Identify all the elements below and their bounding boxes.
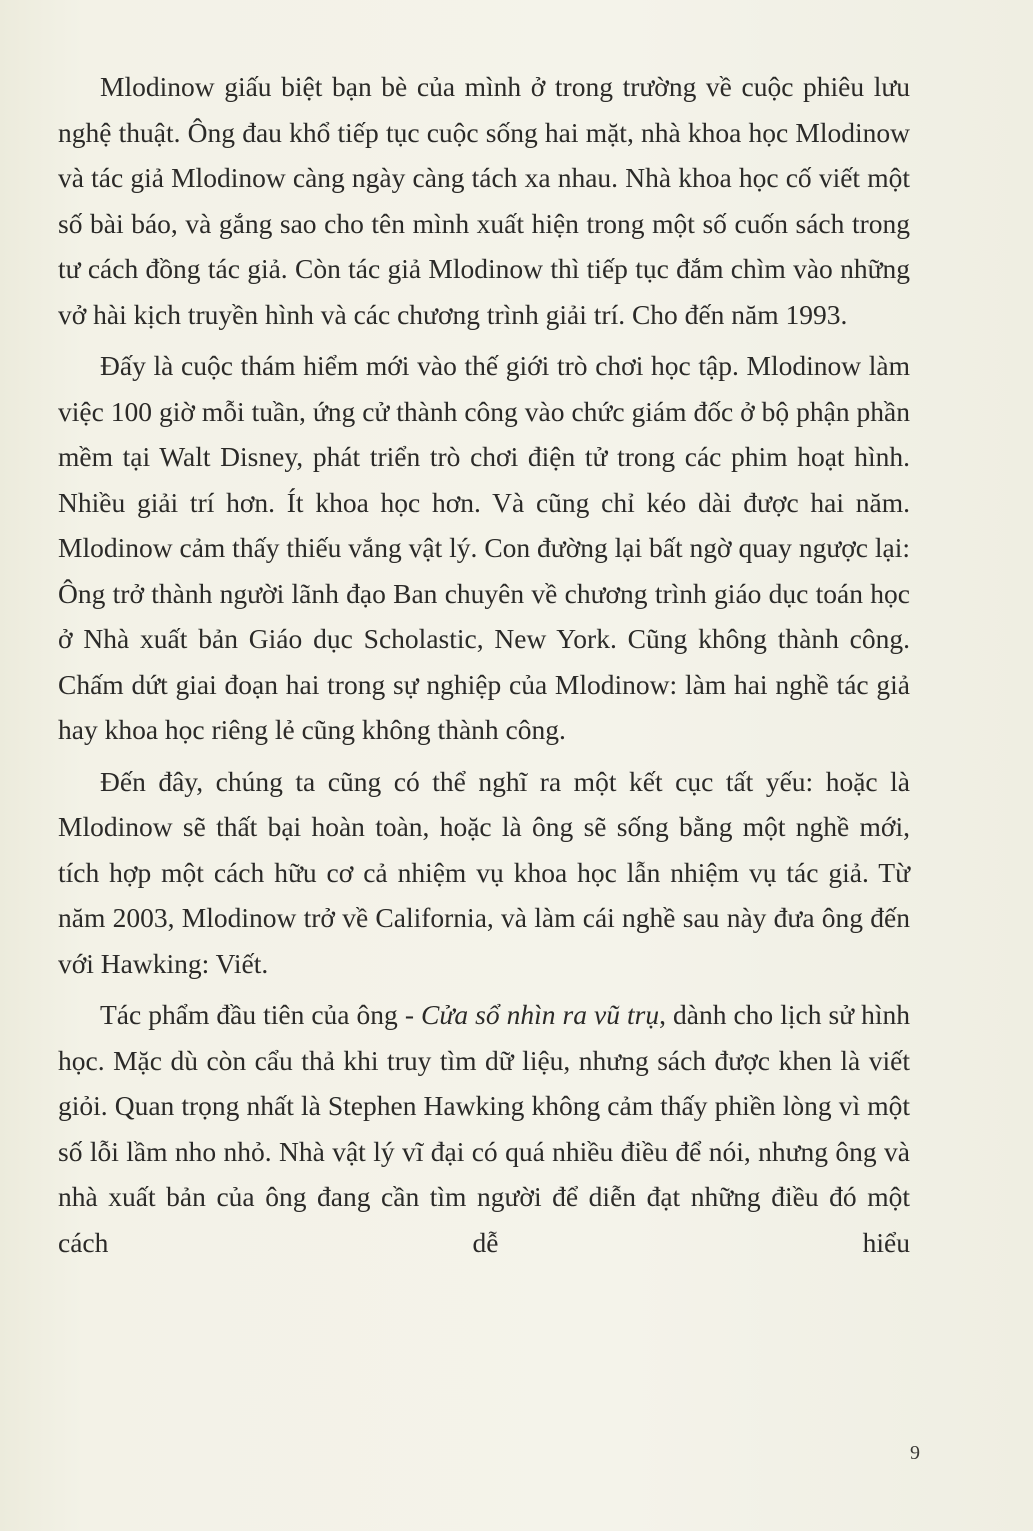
- body-text: [58, 64, 910, 1271]
- paragraph-4-rest: , dành cho lịch sử hình học. Mặc dù còn cẩu thả khi truy tìm dữ liệu, nhưng sách được khen là viết giỏi. Quan trọng nhất là Stephen Hawking không cảm thấy phiền lòng vì một số lỗi lầm nho nhỏ. Nhà vật lý vĩ đại có quá nhiều điều để nói, nhưng ông và nhà xuất bản của ông đang cần tìm người để diễn đạt những điều đó một cách dễ hiểu: [58, 999, 910, 1258]
- paragraph-2: Đấy là cuộc thám hiểm mới vào thế giới trò chơi học tập. Mlodinow làm việc 100 giờ mỗi tuần, ứng cử thành công vào chức giám đốc ở bộ phận phần mềm tại Walt Disney, phát triển trò chơi điện tử trong các phim hoạt hình. Nhiều giải trí hơn. Ít khoa học hơn. Và cũng chỉ kéo dài được hai năm. Mlodinow cảm thấy thiếu vắng vật lý. Con đường lại bất ngờ quay ngược lại: Ông trở thành người lãnh đạo Ban chuyên về chương trình giáo dục toán học ở Nhà xuất bản Giáo dục Scholastic, New York. Cũng không thành công. Chấm dứt giai đoạn hai trong sự nghiệp của Mlodinow: làm hai nghề tác giả hay khoa học riêng lẻ cũng không thành công.: [58, 350, 910, 745]
- paragraph-3: Đến đây, chúng ta cũng có thể nghĩ ra một kết cục tất yếu: hoặc là Mlodinow sẽ thất bại hoàn toàn, hoặc là ông sẽ sống bằng một nghề mới, tích hợp một cách hữu cơ cả nhiệm vụ khoa học lẫn nhiệm vụ tác giả. Từ năm 2003, Mlodinow trở về California, và làm cái nghề sau này đưa ông đến với Hawking: Viết.: [58, 765, 910, 979]
- book-title-italic: Cửa sổ nhìn ra vũ trụ: [421, 999, 660, 1030]
- page-number: 9: [910, 1442, 920, 1464]
- paragraph-4: [58, 992, 910, 1265]
- paragraph-4-lead: Tác phẩm đầu tiên của ông -: [100, 999, 422, 1030]
- paragraph-1: Mlodinow giấu biệt bạn bè của mình ở trong trường về cuộc phiêu lưu nghệ thuật. Ông đau khổ tiếp tục cuộc sống hai mặt, nhà khoa học Mlodinow và tác giả Mlodinow càng ngày càng tách xa nhau. Nhà khoa học cố viết một số bài báo, và gắng sao cho tên mình xuất hiện trong một số cuốn sách trong tư cách đồng tác giả. Còn tác giả Mlodinow thì tiếp tục đắm chìm vào những vở hài kịch truyền hình và các chương trình giải trí. Cho đến năm 1993.: [58, 71, 910, 330]
